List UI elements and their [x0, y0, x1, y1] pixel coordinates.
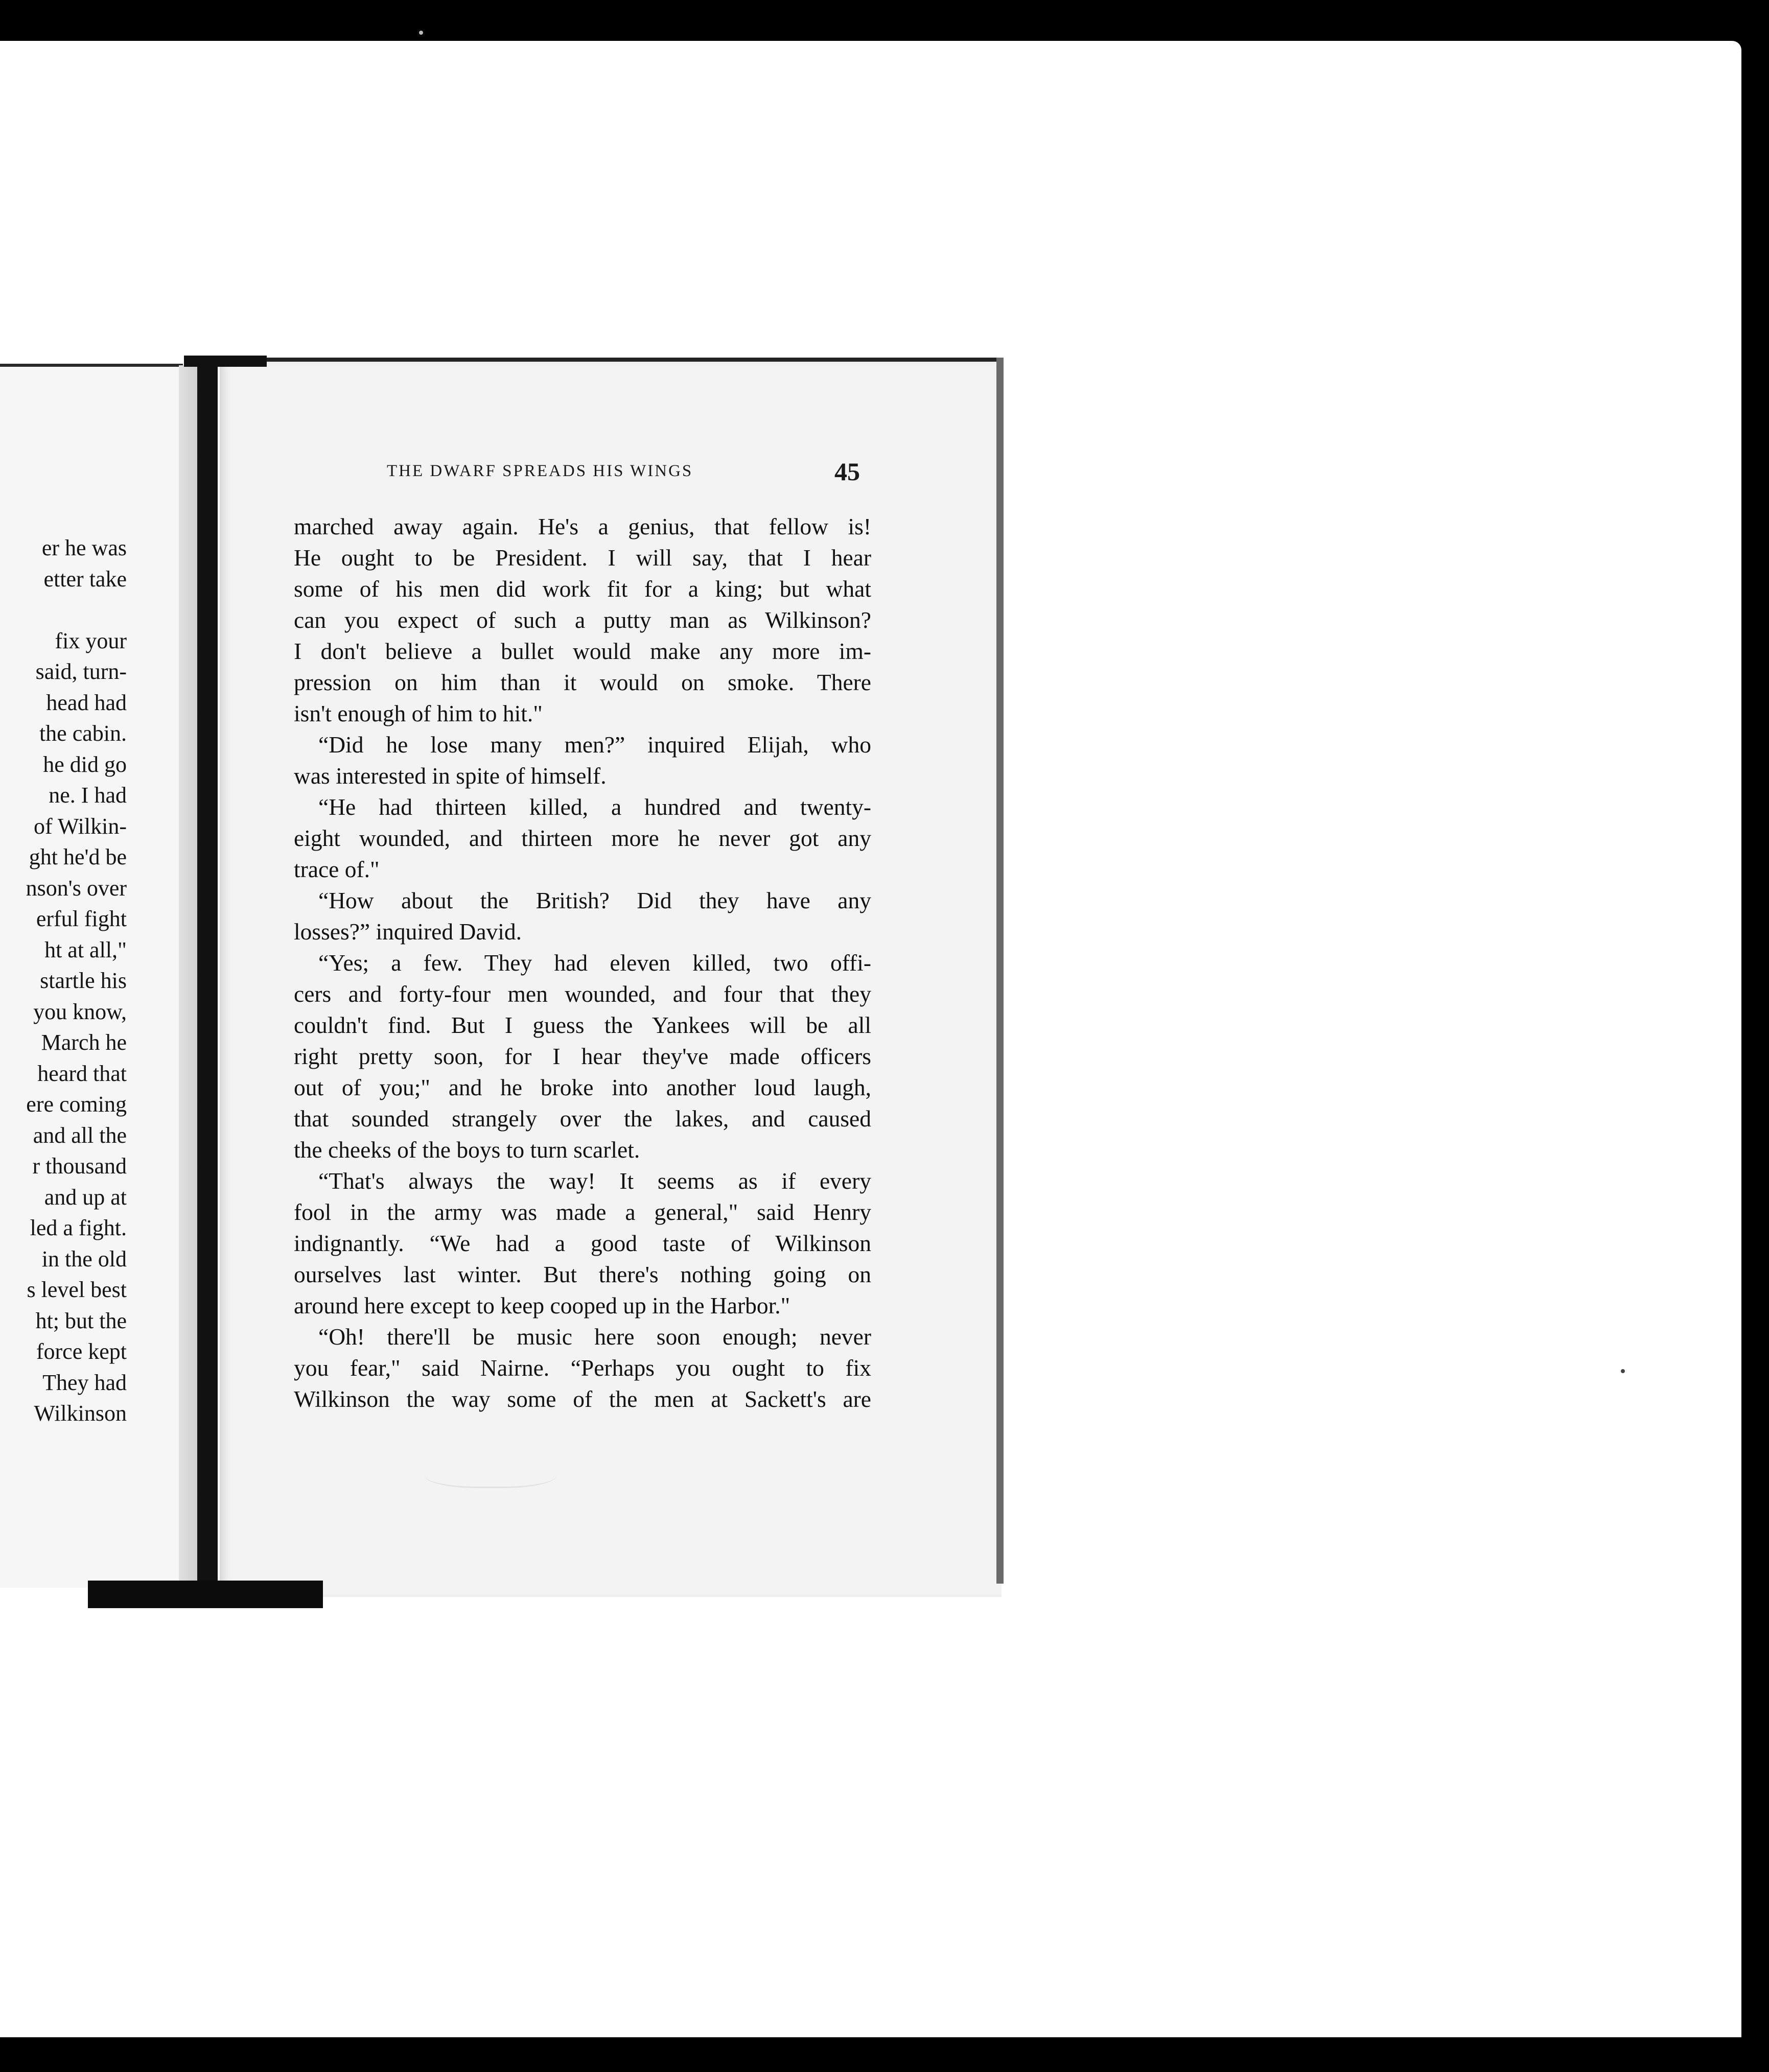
- left-page-line: heard that: [37, 1061, 127, 1086]
- left-page-line: ere coming: [26, 1092, 127, 1117]
- spine-top-bar: [184, 356, 267, 367]
- body-line: you fear," said Nairne. “Perhaps you ought to fix: [294, 1355, 871, 1381]
- body-line: pression on him than it would on smoke. There: [294, 669, 871, 695]
- body-line: losses?” inquired David.: [294, 919, 522, 945]
- left-page-line: head had: [46, 690, 127, 715]
- left-page-line: March he: [41, 1030, 127, 1055]
- left-page-line: and up at: [44, 1184, 127, 1210]
- body-line: out of you;" and he broke into another loud laugh,: [294, 1074, 871, 1100]
- body-line: “Did he lose many men?” inquired Elijah, who: [318, 732, 871, 758]
- bottom-border: [0, 2041, 1769, 2072]
- body-line: indignantly. “We had a good taste of Wilkinson: [294, 1230, 871, 1256]
- body-line: “That's always the way! It seems as if every: [318, 1168, 871, 1194]
- body-line: Wilkinson the way some of the men at Sackett's are: [294, 1386, 871, 1412]
- body-line: “He had thirteen killed, a hundred and twenty-: [318, 794, 871, 820]
- left-page-line: led a fight.: [30, 1215, 127, 1240]
- left-page-line: ht at all,": [44, 937, 127, 962]
- left-page-line: said, turn-: [35, 659, 127, 684]
- body-line: ourselves last winter. But there's nothing going on: [294, 1261, 871, 1287]
- left-page-line: er he was: [41, 535, 127, 560]
- body-line: can you expect of such a putty man as Wilkinson?: [294, 607, 871, 633]
- left-page: [0, 364, 183, 1588]
- body-line: marched away again. He's a genius, that fellow is!: [294, 513, 871, 539]
- left-page-line: of Wilkin-: [34, 813, 127, 839]
- left-page-line: fix your: [55, 628, 127, 653]
- body-line: isn't enough of him to hit.": [294, 700, 543, 726]
- left-page-line: etter take: [43, 566, 127, 592]
- gutter-shadow: [179, 365, 197, 1586]
- body-line: cers and forty-four men wounded, and four that they: [294, 981, 871, 1007]
- spine-bar: [197, 358, 218, 1599]
- body-line: “Yes; a few. They had eleven killed, two offi-: [318, 950, 871, 976]
- left-page-line: and all the: [33, 1122, 127, 1148]
- left-page-line: he did go: [43, 751, 127, 777]
- right-page-text: [294, 511, 871, 1415]
- body-line: I don't believe a bullet would make any more im-: [294, 638, 871, 664]
- left-page-line: in the old: [41, 1246, 127, 1272]
- body-line: eight wounded, and thirteen more he never got any: [294, 825, 871, 851]
- page-number: 45: [834, 457, 860, 486]
- left-page-line: erful fight: [36, 906, 127, 931]
- running-head: THE DWARF SPREADS HIS WINGS: [387, 462, 693, 480]
- body-line: right pretty soon, for I hear they've made officers: [294, 1043, 871, 1069]
- body-line: fool in the army was made a general," said Henry: [294, 1199, 871, 1225]
- top-border: [0, 0, 1769, 41]
- left-page-line: They had: [42, 1370, 127, 1395]
- left-page-line: s level best: [27, 1277, 127, 1302]
- body-line: “How about the British? Did they have any: [318, 887, 871, 913]
- left-page-line: startle his: [40, 968, 127, 993]
- body-line: was interested in spite of himself.: [294, 763, 607, 789]
- left-page-line: you know,: [33, 999, 127, 1024]
- left-page-line: Wilkinson: [34, 1401, 127, 1426]
- body-line: around here except to keep cooped up in the Harbor.": [294, 1292, 790, 1318]
- speck: [419, 31, 423, 35]
- speck: [1621, 1369, 1625, 1373]
- body-line: some of his men did work fit for a king; but what: [294, 576, 871, 602]
- body-line: He ought to be President. I will say, that I hear: [294, 545, 871, 571]
- left-page-line: ght he'd be: [29, 844, 127, 869]
- right-page-edge: [996, 358, 1004, 1584]
- left-page-line: r thousand: [32, 1153, 127, 1179]
- left-page-line: ne. I had: [49, 783, 127, 808]
- body-line: couldn't find. But I guess the Yankees will be all: [294, 1012, 871, 1038]
- body-line: “Oh! there'll be music here soon enough; never: [318, 1324, 871, 1350]
- left-page-line: ht; but the: [35, 1308, 127, 1333]
- left-page-line: nson's over: [26, 875, 127, 901]
- body-line: trace of.": [294, 856, 380, 882]
- body-line: that sounded strangely over the lakes, and caused: [294, 1105, 871, 1132]
- left-page-line: force kept: [36, 1339, 127, 1364]
- left-page-line: the cabin.: [39, 721, 127, 746]
- pencil-mark: [424, 1456, 557, 1488]
- spine-foot-bar: [88, 1581, 323, 1608]
- body-line: the cheeks of the boys to turn scarlet.: [294, 1137, 640, 1163]
